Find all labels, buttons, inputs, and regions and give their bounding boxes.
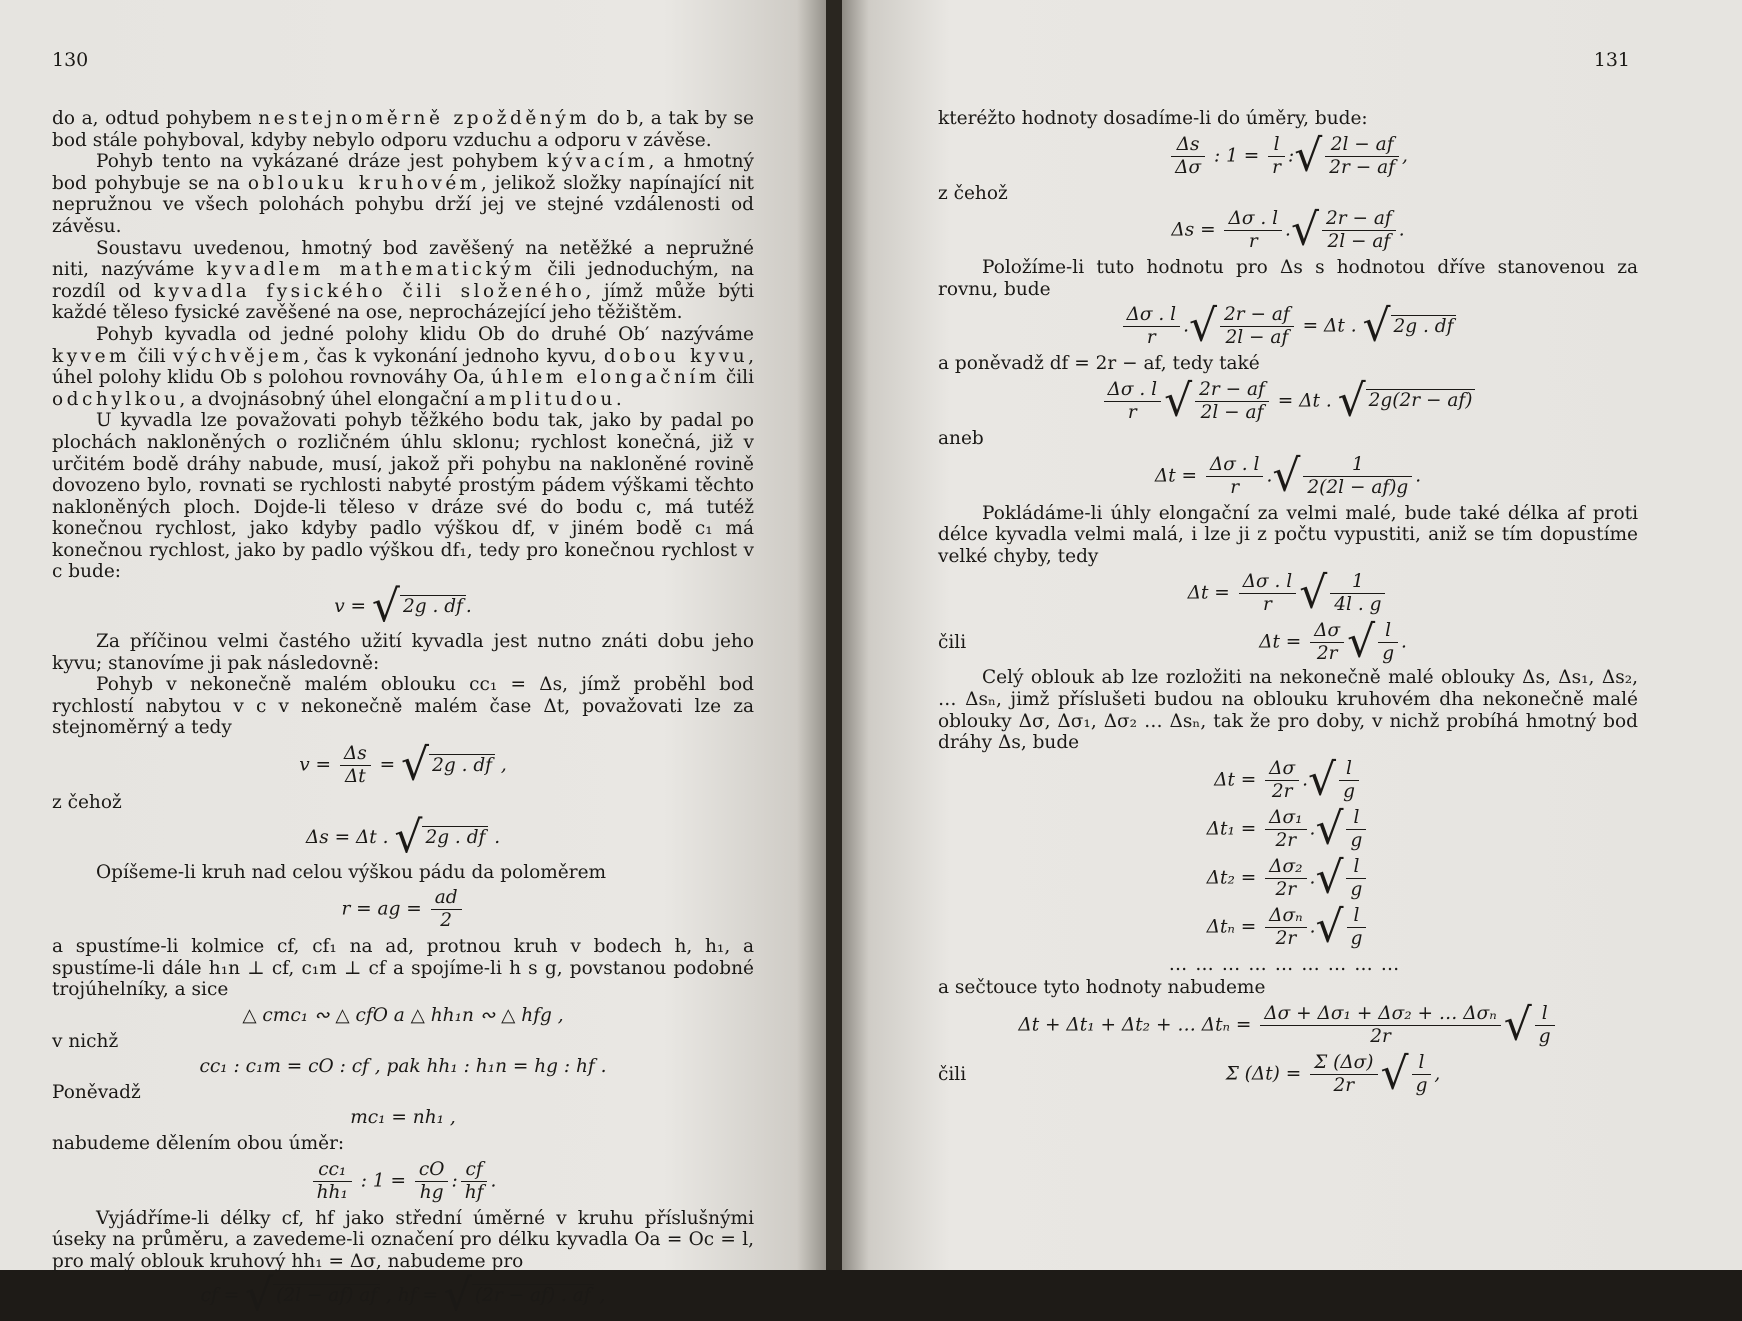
text-line: kteréžto hodnoty dosadíme-li do úměry, bude: (938, 108, 1368, 129)
fraction: $\frac{\Delta s}{\Delta t}$ (340, 743, 371, 788)
radical-sign: √ (245, 1270, 274, 1321)
paragraph: U kyvadla lze považovati pohyb těžkého bodu tak, jako by padal po plochách nakloněných o rozličném úhlu sklonu; rychlost konečná, již v určitém bodě dráhy nabude, musí, jakož při pohybu na nakloněné rovině dovozeno bylo, rovnati se rychlosti nabyté prostým pádem výškami těchto nakloněných ploch. Dojde-li těleso v dráze své do bodu c, má tutéž konečnou rychlost, jako kdyby padlo výškou df, v jiném bodě c₁ má konečnou rychlost, jako by padlo výškou df₁, tedy pro konečnou rychlost v c bude: (52, 410, 754, 583)
fraction: $\frac{\Delta\sigma . l}{r}$ (1239, 571, 1297, 616)
equation: △ cmc₁ ∾ △ cfO a △ hh₁n ∾ △ hfg , (242, 1005, 564, 1026)
equation: $\frac{\Delta\sigma . l}{r}$ √ $\frac{2r - af}{2l - af}$ = Δt . √ 2g(2r − af) (938, 379, 1638, 424)
equation-row: čili Σ (Δt) = $\frac{\Sigma (\Delta\sigma)}{2r}$ √ $\frac{l}{g}$ , (938, 1052, 1638, 1097)
equation: $\frac{\Delta\sigma . l}{r}$ .√ $\frac{2r - af}{2l - af}$ = Δt . √ 2g . df (938, 304, 1638, 349)
radical-sign: √ (1503, 999, 1532, 1051)
radical-sign: √ (394, 811, 423, 863)
text-line: Poněvadž (52, 1081, 141, 1103)
equation: Δt₂ = $\frac{\text{Δσ₂}}{2r}$ .√ $\frac{l}{g}$ (938, 856, 1638, 901)
fraction: $\frac{2l - af}{2r - af}$ (1325, 134, 1399, 179)
text-line: z čehož (938, 182, 1008, 204)
radical-sign: √ (1315, 901, 1344, 953)
right-page (842, 0, 1742, 1270)
paragraph: Opíšeme-li kruh nad celou výškou pádu da poloměrem (96, 861, 607, 883)
radical-sign: √ (443, 1270, 472, 1321)
fraction: $\frac{\Delta\sigma . l}{r}$ (1104, 379, 1162, 424)
radical-sign: √ (1308, 754, 1337, 806)
right-page-text (938, 108, 1638, 1099)
fraction: $\frac{l}{g}$ (1346, 807, 1366, 852)
equation: Δtₙ = $\frac{\text{Δσₙ}}{2r}$ .√ $\frac{l}{g}$ (938, 905, 1638, 950)
fraction: $\frac{\text{Δσ₂}}{2r}$ (1265, 856, 1306, 901)
paragraph: Pokládáme-li úhly elongační za velmi malé, bude také délka af proti délce kyvadla velmi malá, i lze ji z počtu vypustiti, aniž se tím dopustíme velké chyby, tedy (938, 502, 1638, 567)
fraction: $\frac{\text{cc₁}}{\text{hh₁}}$ (313, 1159, 352, 1204)
sum-rows (938, 754, 1638, 953)
radical-sign: √ (371, 581, 400, 633)
left-page-text (52, 108, 754, 1320)
radical-sign: √ (401, 739, 430, 791)
ellipsis-row: ……………………… (1168, 953, 1408, 975)
radical-sign: √ (1337, 375, 1366, 427)
fraction: $\frac{ad}{2}$ (431, 887, 462, 932)
paragraph: a spustíme-li kolmice cf, cf₁ na ad, protnou kruh v bodech h, h₁, a spustíme-li dále h₁n ⊥ cf, c₁m ⊥ cf a spojíme-li h s g, povstanou podobné trojúhelníky, a sice (52, 936, 754, 1001)
paragraph: Pohyb tento na vykázané dráze jest pohybem kývacím, a hmotný bod pohybuje se na oblouku kruhovém, jelikož složky napínající nit nepružnou ve všech polohách pohybu drží jej ve stejné vzdálenosti od závěsu. (52, 151, 754, 237)
radical-sign: √ (1164, 375, 1193, 427)
fraction: $\frac{1}{2(2l - af)g}$ (1303, 454, 1412, 499)
equation: Δt = $\frac{\Delta\sigma . l}{r}$ √ $\frac{1}{4l . g}$ (938, 571, 1638, 616)
paragraph: Celý oblouk ab lze rozložiti na nekonečně malé oblouky Δs, Δs₁, Δs₂, … Δsₙ, jimž příslušeti budou na oblouku kruhovém dha nekonečně malé oblouky Δσ, Δσ₁, Δσ₂ … Δsₙ, tak že pro doby, v nichž probíhá hmotný bod dráhy Δs, bude (938, 667, 1638, 754)
fraction: $\frac{1}{4l . g}$ (1330, 571, 1385, 616)
fraction: $\frac{\text{Δσ₁}}{2r}$ (1265, 807, 1306, 852)
text-line: v nichž (52, 1030, 119, 1052)
fraction: $\frac{l}{g}$ (1339, 758, 1359, 803)
fraction: $\frac{\Delta\sigma . l}{r}$ (1206, 454, 1264, 499)
equation: r = ag = $\frac{ad}{2}$ (52, 887, 754, 932)
text-line: z čehož (52, 792, 122, 814)
page-number-left: 130 (52, 49, 89, 71)
equation: Δt = $\frac{\Delta\sigma}{2r}$ .√ $\frac{l}{g}$ (938, 758, 1638, 803)
equation: Δs = Δt . √ 2g . df . (305, 811, 501, 863)
radical-sign: √ (1315, 852, 1344, 904)
equation: Δt + Δt₁ + Δt₂ + … Δtₙ = $\frac{\text{Δσ + Δσ₁ + Δσ₂ + … Δσₙ}}{2r}$ √ $\frac{l}{g}$ (938, 1003, 1638, 1048)
fraction: $\frac{\Delta\sigma . l}{r}$ (1224, 208, 1282, 253)
equation: mc₁ = nh₁ , (350, 1107, 456, 1129)
equation-row: čili Δt = $\frac{\Delta\sigma}{2r}$ √ $\frac{l}{g}$ . (938, 620, 1638, 665)
fraction: $\frac{\Delta\sigma . l}{r}$ (1123, 304, 1181, 349)
fraction: $\frac{l}{g}$ (1347, 905, 1367, 950)
left-page (0, 0, 830, 1321)
equation: $\frac{\text{cc₁}}{\text{hh₁}}$ : 1 = $\frac{cO}{hg}$ : $\frac{cf}{hf}$ . (52, 1159, 754, 1204)
paragraph: Za příčinou velmi častého užití kyvadla jest nutno znáti dobu jeho kyvu; stanovíme ji pak následovně: (52, 631, 754, 674)
fraction: $\frac{cO}{hg}$ (415, 1159, 449, 1204)
fraction: $\frac{l}{r}$ (1268, 134, 1285, 179)
page-number-right: 131 (1593, 49, 1630, 71)
equation: v = √ 2g . df . (334, 581, 472, 633)
equation: cf = √ (2l − af) af , hf = √ (2r − af) . af , (200, 1270, 606, 1321)
equation: Δt₁ = $\frac{\text{Δσ₁}}{2r}$ .√ $\frac{l}{g}$ (938, 807, 1638, 852)
fraction: $\frac{l}{g}$ (1412, 1052, 1432, 1097)
radical-sign: √ (1272, 450, 1301, 502)
fraction: $\frac{l}{g}$ (1378, 620, 1398, 665)
paragraph: Vyjádříme-li délky cf, hf jako střední úměrné v kruhu příslušnými úseky na průměru, a zavedeme-li označení pro délku kyvadla Oa = Oc = l, pro malý oblouk kruhový hh₁ = Δσ, nabudeme pro (52, 1207, 754, 1272)
fraction: $\frac{\Sigma (\Delta\sigma)}{2r}$ (1310, 1052, 1377, 1097)
equation: Σ (Δt) = $\frac{\Sigma (\Delta\sigma)}{2r}$ √ $\frac{l}{g}$ , (1225, 1048, 1441, 1100)
text-line: aneb (938, 427, 984, 449)
fraction: $\frac{\Delta s}{\Delta\sigma}$ (1171, 134, 1205, 179)
equation: cc₁ : c₁m = cO : cf , pak hh₁ : h₁n = hg : hf . (199, 1056, 607, 1078)
radical-sign: √ (1290, 204, 1319, 256)
radical-sign: √ (1294, 130, 1323, 182)
equation: Δt = $\frac{\Delta\sigma}{2r}$ √ $\frac{l}{g}$ . (1259, 616, 1407, 668)
radical-sign: √ (1188, 300, 1218, 352)
radical-sign: √ (1315, 803, 1344, 855)
text-line: a poněvadž df = 2r − af, tedy také (938, 353, 1260, 375)
equation: Δs = $\frac{\Delta\sigma . l}{r}$ .√ $\frac{2r - af}{2l - af}$ . (1171, 204, 1405, 256)
fraction: $\frac{l}{g}$ (1346, 856, 1366, 901)
paragraph: Soustavu uvedenou, hmotný bod zavěšený na netěžké a nepružné niti, nazýváme kyvadlem mathematickým čili jednoduchým, na rozdíl od kyvadla fysického čili složeného, jímž může býti každé těleso fysické zavěšené na ose, neprocházející jeho těžištěm. (52, 237, 754, 324)
radical-sign: √ (1299, 567, 1328, 619)
equation: $\frac{\Delta s}{\Delta\sigma}$ : 1 = $\frac{l}{r}$ :√ $\frac{2l - af}{2r - af}$ , (938, 134, 1638, 179)
fraction: $\frac{\text{Δσₙ}}{2r}$ (1265, 905, 1307, 950)
fraction: $\frac{\text{Δσ + Δσ₁ + Δσ₂ + … Δσₙ}}{2r}$ (1260, 1003, 1500, 1048)
fraction: $\frac{\Delta\sigma}{2r}$ (1265, 758, 1299, 803)
fraction: $\frac{2r - af}{2l - af}$ (1195, 379, 1269, 424)
radical-sign: √ (1380, 1048, 1409, 1100)
fraction: $\frac{cf}{hf}$ (461, 1159, 488, 1204)
radical-sign: √ (1362, 300, 1391, 352)
paragraph: do a, odtud pohybem nestejnoměrně zpožděným do b, a tak by se bod stále pohyboval, kdyby nebylo odporu vzduchu a odporu v závěse. (52, 108, 755, 151)
paragraph: Položíme-li tuto hodnotu pro Δs s hodnotou dříve stanovenou za rovnu, bude (938, 257, 1638, 300)
fraction: $\frac{2r - af}{2l - af}$ (1322, 208, 1396, 253)
equation: Δt = $\frac{\Delta\sigma . l}{r}$ .√ $\frac{1}{2(2l - af)g}$ . (1154, 450, 1422, 502)
fraction: $\frac{2r - af}{2l - af}$ (1220, 304, 1294, 349)
fraction: $\frac{l}{g}$ (1535, 1003, 1555, 1048)
text-line: a sečtouce tyto hodnoty nabudeme (938, 977, 1266, 999)
radical-sign: √ (1347, 616, 1376, 668)
text-line: nabudeme dělením obou úměr: (52, 1132, 345, 1154)
paragraph: Pohyb v nekonečně malém oblouku cc₁ = Δs, jímž proběhl bod rychlostí nabytou v c v nekonečně malém čase Δt, považovati lze za stejnoměrný a tedy (52, 674, 754, 739)
equation: v = $\frac{\Delta s}{\Delta t}$ = √ 2g . df , (299, 739, 507, 791)
fraction: $\frac{\Delta\sigma}{2r}$ (1310, 620, 1344, 665)
paragraph: Pohyb kyvadla od jedné polohy klidu Ob do druhé Ob′ nazýváme kyvem čili výchvějem, čas k vykonání jednoho kyvu, dobou kyvu, úhel polohy klidu Ob s polohou rovnováhy Oa, úhlem elongačním čili odchylkou, a dvojnásobný úhel elongační amplitudou. (52, 323, 754, 410)
